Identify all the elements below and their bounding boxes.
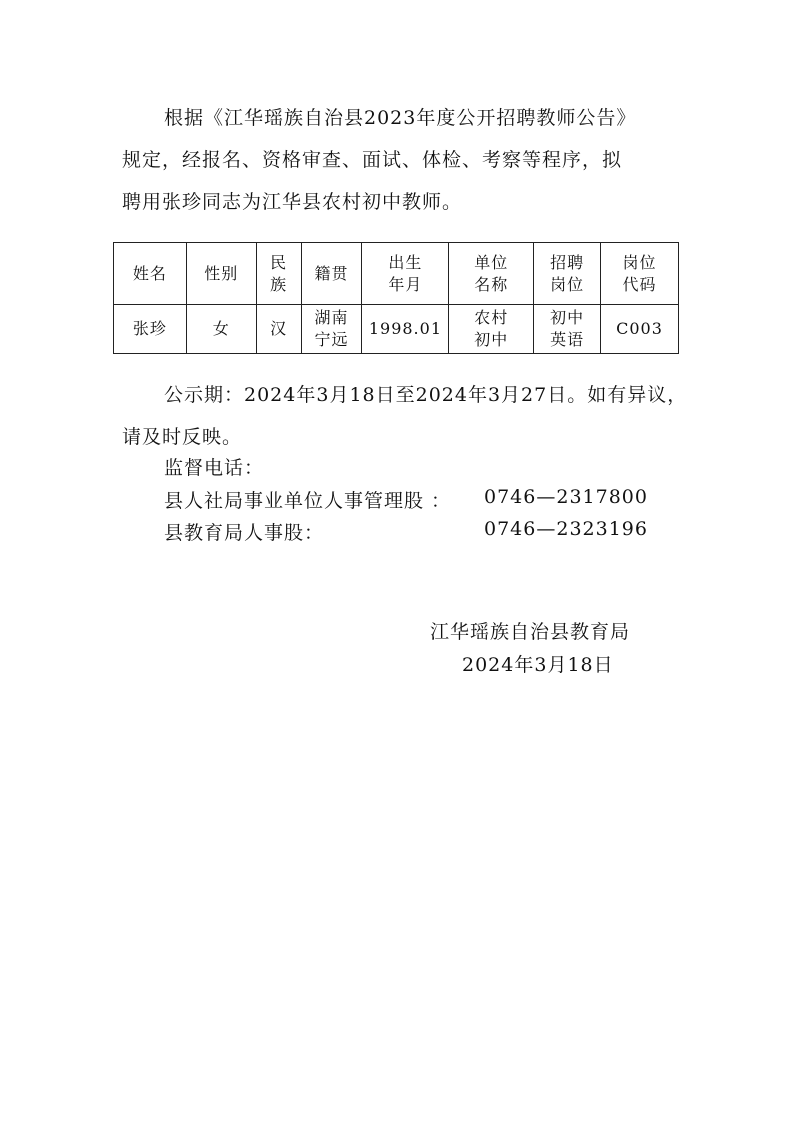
header-birth: 出生 年月 <box>362 243 449 305</box>
cell-unit: 农村 初中 <box>449 305 534 354</box>
cell-hometown: 湖南 宁远 <box>301 305 362 354</box>
cell-name: 张珍 <box>114 305 187 354</box>
header-position: 招聘 岗位 <box>534 243 601 305</box>
header-code: 岗位 代码 <box>601 243 679 305</box>
intro-line-3: 聘用张珍同志为江华县农村初中教师。 <box>122 191 463 213</box>
hire-table <box>113 242 679 354</box>
header-unit: 单位 名称 <box>449 243 534 305</box>
header-ethnicity: 民 族 <box>256 243 301 305</box>
notice-line-2: 请及时反映。 <box>122 426 243 448</box>
notice-paragraph <box>122 374 688 458</box>
signature-date: 2024年3月18日 <box>462 654 614 676</box>
header-gender: 性别 <box>186 243 256 305</box>
cell-code: C003 <box>601 305 679 354</box>
intro-line-2: 规定，经报名、资格审查、面试、体检、考察等程序，拟 <box>122 149 623 171</box>
supervision-title: 监督电话： <box>164 457 265 479</box>
header-name: 姓名 <box>114 243 187 305</box>
intro-paragraph <box>122 97 682 223</box>
intro-line-1: 根据《江华瑶族自治县2023年度公开招聘教师公告》 <box>164 107 637 129</box>
cell-ethnicity: 汉 <box>256 305 301 354</box>
contact-phone-edu: 0746—2323196 <box>484 518 648 540</box>
signature-org: 江华瑶族自治县教育局 <box>430 621 631 643</box>
cell-gender: 女 <box>186 305 256 354</box>
table-header-row <box>114 243 679 305</box>
cell-position: 初中 英语 <box>534 305 601 354</box>
table-row <box>114 305 679 354</box>
cell-birth: 1998.01 <box>362 305 449 354</box>
notice-line-1: 公示期：2024年3月18日至2024年3月27日。如有异议， <box>164 384 688 406</box>
contact-label-edu: 县教育局人事股： <box>164 522 325 544</box>
contact-phone-hr: 0746—2317800 <box>484 486 648 508</box>
header-hometown: 籍贯 <box>301 243 362 305</box>
contact-label-hr: 县人社局事业单位人事管理股 ： <box>164 490 452 512</box>
